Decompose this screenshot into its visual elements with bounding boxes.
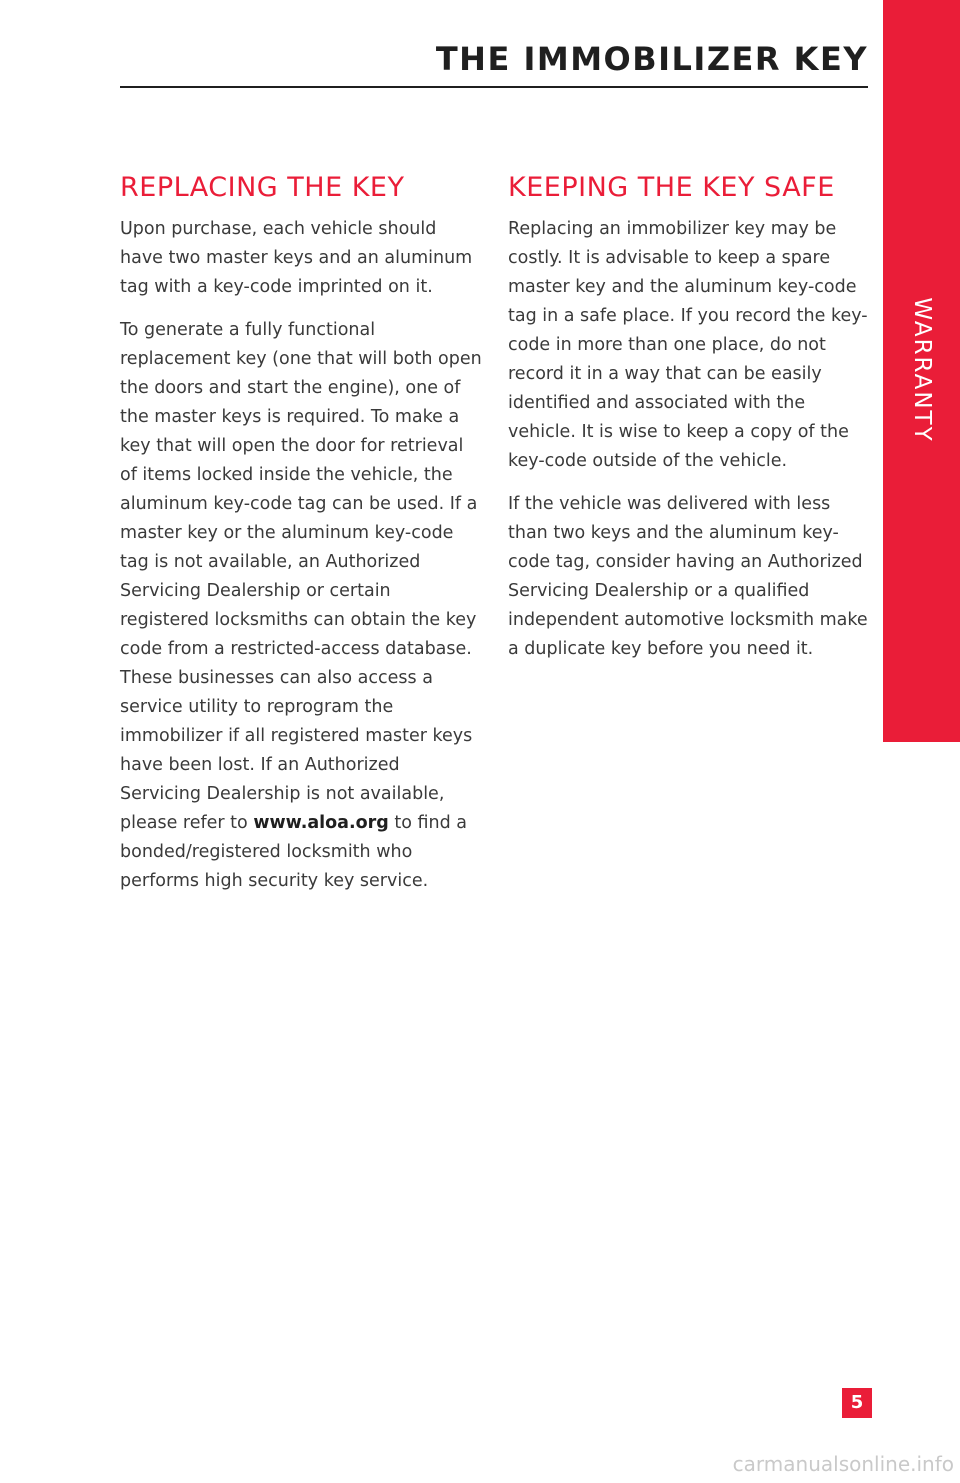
- page-title: THE IMMOBILIZER KEY: [435, 40, 868, 78]
- watermark: carmanualsonline.info: [732, 1452, 954, 1476]
- paragraph-text: to find a bonded/registered locksmith who performs high security key service.: [120, 813, 468, 891]
- aloa-link[interactable]: www.aloa.org: [253, 813, 389, 833]
- right-column: [508, 172, 870, 678]
- title-divider: [120, 86, 868, 88]
- paragraph: Upon purchase, each vehicle should have two master keys and an aluminum tag with a key-code imprinted on it.: [120, 219, 473, 297]
- left-column: [120, 172, 482, 910]
- paragraph: Replacing an immobilizer key may be costly. It is advisable to keep a spare master key and the aluminum key-code tag in a safe place. If you record the key-code in more than one place, do not record it in a way that can be easily identified and associated with the vehicle. It is wise to keep a copy of the key-code outside of the vehicle.: [508, 219, 868, 471]
- section-heading-replacing: REPLACING THE KEY: [120, 172, 405, 203]
- side-section-tab: [883, 0, 960, 742]
- side-tab-label: WARRANTY: [908, 297, 935, 443]
- page-number: 5: [842, 1388, 872, 1418]
- paragraph-text: To generate a fully functional replacement key (one that will both open the doors and start the engine), one of the master keys is required. To make a key that will open the door for retrieval of items locked inside the vehicle, the aluminum key-code tag can be used. If a master key or the aluminum key-code tag is not available, an Authorized Servicing Dealership or certain registered locksmiths can obtain the key code from a restricted-access database. These businesses can also access a service utility to reprogram the immobilizer if all registered master keys have been lost. If an Authorized Servicing Dealership is not available, please refer to: [120, 320, 482, 833]
- paragraph: If the vehicle was delivered with less than two keys and the aluminum key-code tag, consider having an Authorized Servicing Dealership or a qualified independent automotive locksmith make a duplicate key before you need it.: [508, 494, 868, 659]
- section-heading-keeping-safe: KEEPING THE KEY SAFE: [508, 172, 835, 203]
- paragraph: [120, 316, 482, 896]
